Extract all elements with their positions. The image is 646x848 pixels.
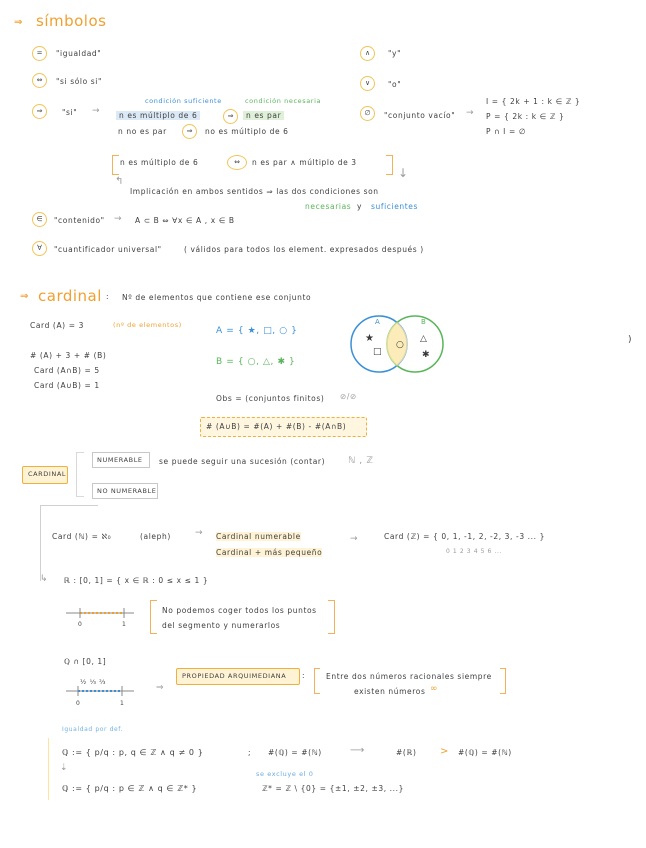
set-intersection: P ∩ I = ∅ [486, 127, 526, 136]
aleph-label: (aleph) [140, 532, 171, 541]
q-n-card: #(ℚ) = #(ℕ) [458, 748, 512, 757]
connector-line [40, 505, 41, 581]
implies-icon: ⇒ [156, 683, 164, 693]
cardinal-def: Nº de elementos que contiene ese conjunto [122, 293, 312, 302]
contenido-expr: A ⊂ B ⇔ ∀x ∈ A , x ∈ B [135, 216, 235, 225]
segment2-label-0: 0 [76, 700, 81, 707]
forall-note: ( válidos para todos los element. expresados después ) [184, 245, 424, 254]
symbol-desc: "si sólo si" [56, 77, 103, 86]
card-a-note: (nº de elementos) [113, 321, 182, 329]
implies-icon: ⇒ [223, 109, 238, 124]
set-b: B = { ○, △, ✱ } [216, 357, 296, 367]
implies-icon: ⇒ [182, 124, 197, 139]
bracket-left [314, 668, 320, 694]
card-num2: Cardinal + más pequeño [216, 548, 323, 557]
symbol-implies: ⇒ [32, 104, 47, 119]
obs-mark: ⊘/⊘ [340, 392, 357, 401]
bracket-left [112, 155, 119, 175]
card-z: Card (ℤ) = { 0, 1, -1, 2, -2, 3, -3 ... } [384, 532, 545, 541]
set-i: I = { 2k + 1 : k ∈ ℤ } [486, 97, 581, 106]
word-necesarias: necesarias [305, 202, 352, 211]
impl-note: Implicación en ambos sentidos ⇒ las dos condiciones son [130, 187, 379, 196]
symbol-forall: ∀ [32, 241, 47, 256]
numerable-desc: se puede seguir una sucesión (contar) [159, 457, 326, 466]
word-y: y [357, 202, 363, 211]
arrow-icon: → [466, 108, 474, 118]
arrow-icon: → [92, 106, 100, 116]
symbol-desc: "igualdad" [56, 49, 102, 58]
card-z-index: 0 1 2 3 4 5 6 ... [446, 548, 502, 555]
venn-item: △ [420, 334, 427, 344]
label-cond-suf: condición suficiente [145, 97, 222, 105]
card-n: Card (ℕ) = ℵ₀ [52, 532, 112, 541]
venn-item: ○ [396, 340, 404, 350]
margin-line [48, 738, 49, 800]
label-cond-nec: condición necesaria [245, 97, 322, 105]
greater-than: > [440, 746, 449, 757]
segment2-label-1: 1 [120, 700, 125, 707]
heading-arrow: ⇒ [14, 17, 23, 28]
bracket-right [328, 600, 335, 634]
heading-sep: : [106, 292, 110, 301]
symbol-in: ∈ [32, 212, 47, 227]
card-line: # (A) + 3 + # (B) [30, 351, 107, 360]
arrow-icon: ↳ [40, 574, 48, 584]
symbol-desc: "cuantificador universal" [54, 245, 162, 254]
segment2-diagram [64, 684, 136, 700]
numerable-sets: ℕ , ℤ [348, 456, 374, 466]
iff-icon: ⇔ [227, 155, 247, 170]
venn-label-a: A [375, 318, 380, 326]
semicolon: ; [248, 748, 252, 757]
arrow-icon: → [195, 528, 203, 538]
venn-item: ✱ [422, 350, 430, 360]
q-def: ℚ := { p/q : p, q ∈ ℤ ∧ q ≠ 0 } [62, 748, 204, 757]
symbol-equal: = [32, 46, 47, 61]
excl-note: se excluye el 0 [256, 770, 314, 778]
prop-label: PROPIEDAD ARQUIMEDIANA [182, 672, 287, 680]
connector-line [40, 505, 98, 506]
q-interval: ℚ ∩ [0, 1] [64, 657, 107, 666]
symbol-desc: "y" [388, 49, 402, 58]
r-card: #(ℝ) [396, 748, 417, 757]
bracket-right [500, 668, 506, 694]
iff-a: n es múltiplo de 6 [120, 158, 199, 167]
section-heading-cardinal: cardinal [38, 287, 102, 305]
heading-arrow: ⇒ [20, 291, 29, 302]
bracket-left [150, 600, 157, 634]
symbol-desc: "contenido" [54, 216, 105, 225]
formula: # (A∪B) = #(A) + #(B) - #(A∩B) [206, 422, 347, 431]
fractions: ½ ⅓ ⅔ [80, 678, 107, 686]
symbol-desc: "si" [62, 108, 78, 117]
card-line: Card (A∩B) = 5 [34, 366, 100, 375]
set-p: P = { 2k : k ∈ ℤ } [486, 112, 565, 121]
stray-paren: ) [628, 335, 633, 345]
card-a: Card (A) = 3 [30, 321, 84, 330]
prop-note1: Entre dos números racionales siempre [326, 672, 492, 681]
q-def2: ℚ := { p/q : p ∈ ℤ ∧ q ∈ ℤ* } [62, 784, 198, 793]
word-suficientes: suficientes [371, 202, 419, 211]
down-arrow-icon: ↓ [398, 166, 409, 180]
card-line: Card (A∪B) = 1 [34, 381, 100, 390]
iff-b: n es par ∧ múltiplo de 3 [252, 158, 357, 167]
venn-item: ★ [365, 333, 374, 344]
no-numerable-label: NO NUMERABLE [97, 487, 157, 495]
obs-note: Obs = (conjuntos finitos) [216, 394, 325, 403]
venn-item: □ [373, 347, 382, 357]
arrow-icon: → [114, 214, 122, 224]
arrow-icon: → [350, 534, 358, 544]
numerable-label: NUMERABLE [97, 456, 143, 464]
prop-note2: existen números [354, 687, 426, 696]
bracket-right [386, 155, 393, 175]
seg-note1: No podemos coger todos los puntos [162, 606, 317, 615]
venn-label-b: B [421, 318, 426, 326]
segment-label-0: 0 [78, 621, 83, 628]
set-a: A = { ★, □, ○ } [216, 326, 298, 336]
seg-note2: del segmento y numerarlos [162, 621, 281, 630]
igual-def-label: Igualdad por def. [62, 726, 124, 733]
long-arrow-icon: ⟶ [350, 745, 365, 756]
symbol-iff: ⇔ [32, 73, 47, 88]
r-def: ℝ : [0, 1] = { x ∈ ℝ : 0 ≤ x ≤ 1 } [64, 576, 209, 585]
section-heading-simbolos: símbolos [36, 12, 107, 30]
impl-b: n es par [243, 111, 284, 120]
infinity-icon: ∞ [430, 684, 438, 694]
segment-label-1: 1 [122, 621, 127, 628]
impl2-a: n no es par [118, 127, 167, 136]
equals-down-icon: ⇣ [60, 763, 68, 773]
card-num1: Cardinal numerable [216, 532, 301, 541]
symbol-desc: "conjunto vacío" [384, 111, 456, 120]
prop-sep: : [302, 671, 306, 680]
symbol-empty: ∅ [360, 106, 375, 121]
q-card: #(ℚ) = #(ℕ) [268, 748, 322, 757]
impl-a: n es múltiplo de 6 [116, 111, 200, 120]
curve-arrow-icon: ↰ [115, 176, 124, 187]
impl2-b: no es múltiplo de 6 [205, 127, 289, 136]
symbol-and: ∧ [360, 46, 375, 61]
z-star: ℤ* = ℤ \ {0} = {±1, ±2, ±3, ...} [262, 784, 405, 793]
classification-bracket [76, 452, 84, 497]
symbol-or: ∨ [360, 76, 375, 91]
symbol-desc: "o" [388, 80, 402, 89]
cardinal-label: CARDINAL [28, 470, 67, 478]
